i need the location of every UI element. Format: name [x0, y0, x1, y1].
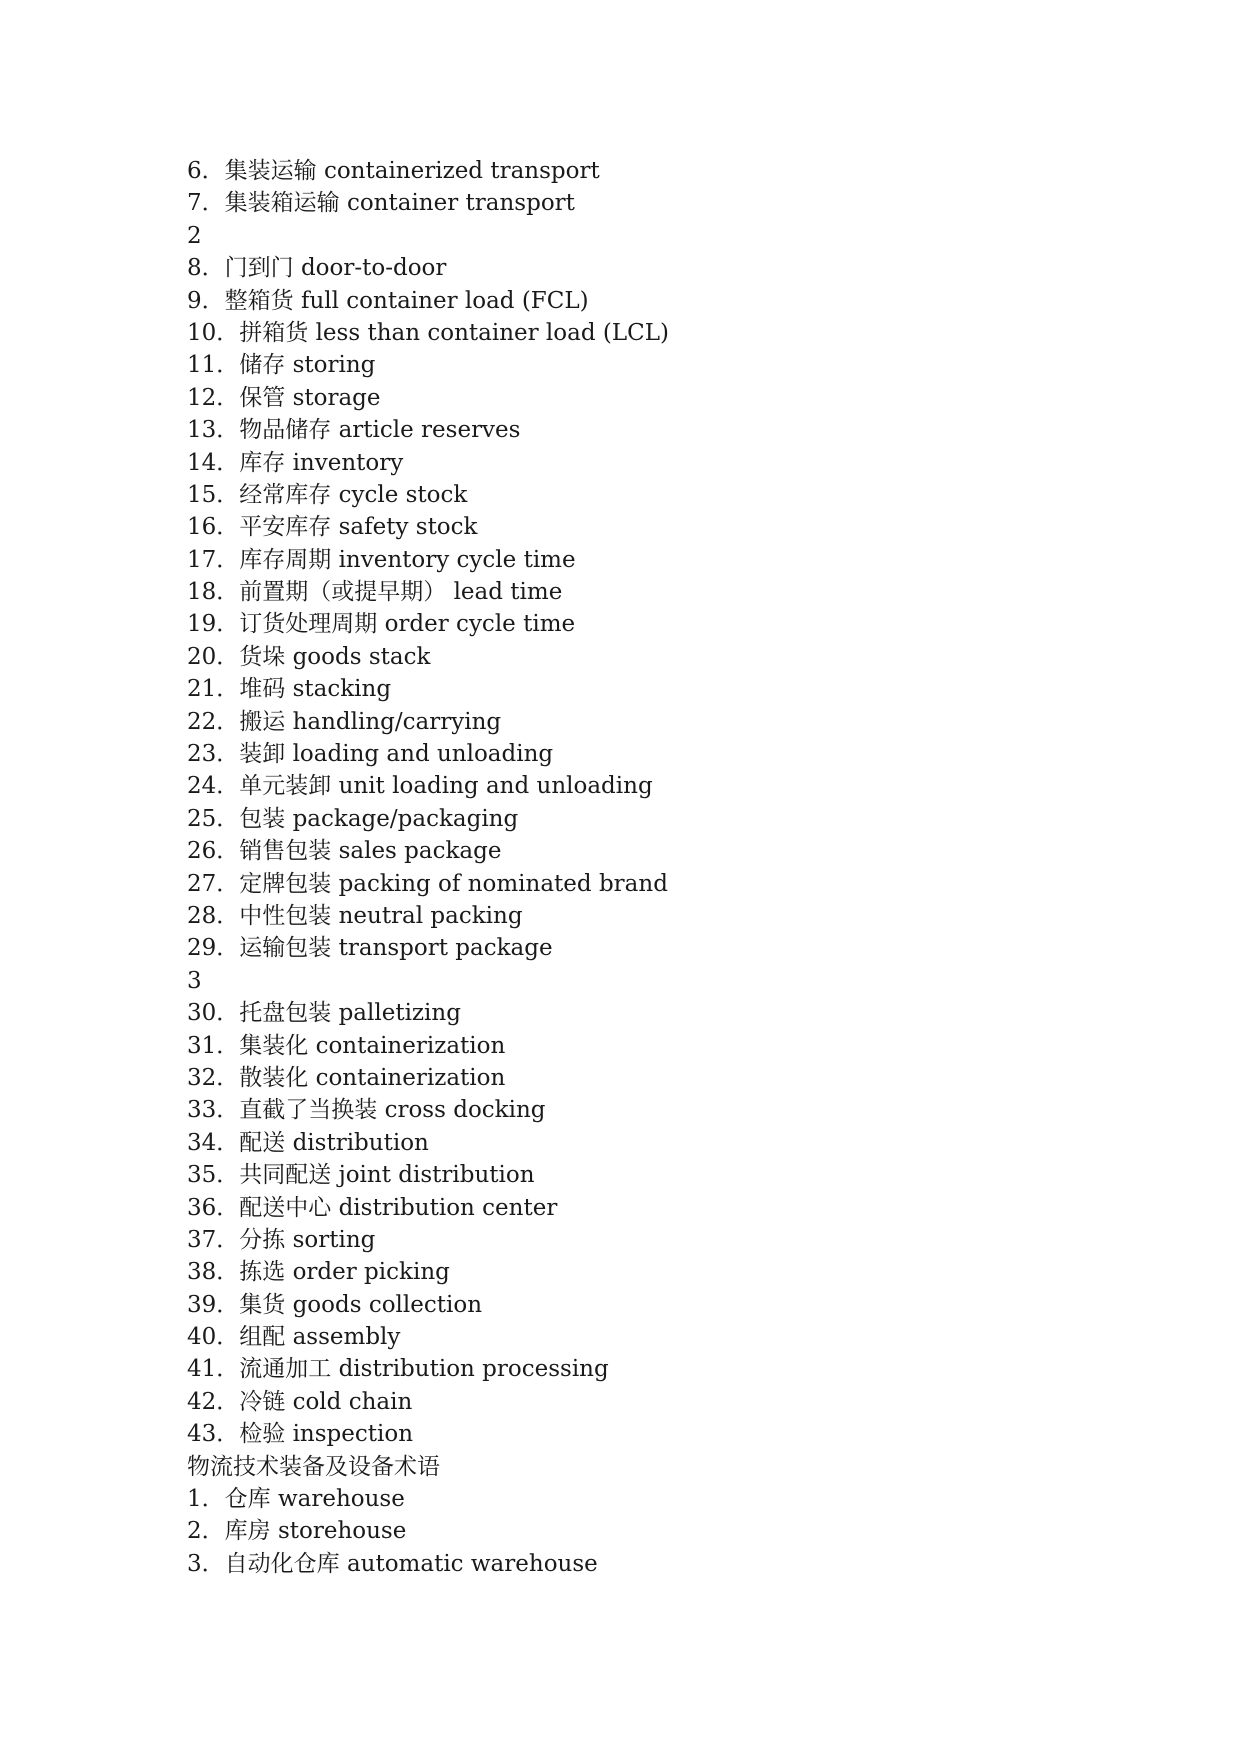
list-line: 37．分拣 sorting [187, 1226, 376, 1253]
list-line: 29．运输包装 transport package [187, 935, 553, 962]
list-line: 40．组配 assembly [187, 1324, 401, 1351]
list-line: 27．定牌包装 packing of nominated brand [187, 870, 668, 897]
list-line: 36．配送中心 distribution center [187, 1194, 558, 1221]
list-line: 9．整箱货 full container load (FCL) [187, 287, 589, 314]
list-line: 20．货垛 goods stack [187, 643, 431, 670]
list-line: 23．装卸 loading and unloading [187, 741, 554, 768]
list-line: 30．托盘包装 palletizing [187, 1000, 461, 1027]
list-line: 15．经常库存 cycle stock [187, 481, 468, 508]
list-line: 12．保管 storage [187, 384, 381, 411]
list-line: 1．仓库 warehouse [187, 1486, 405, 1513]
list-line: 21．堆码 stacking [187, 676, 392, 703]
list-line: 28．中性包装 neutral packing [187, 902, 523, 929]
list-line: 33．直截了当换装 cross docking [187, 1097, 546, 1124]
list-line: 25．包装 package/packaging [187, 805, 519, 832]
page-number: 3 [187, 967, 202, 994]
list-line: 17．库存周期 inventory cycle time [187, 546, 576, 573]
list-line: 3．自动化仓库 automatic warehouse [187, 1550, 598, 1577]
term-list [187, 155, 1187, 1580]
list-line: 18．前置期（或提早期） lead time [187, 579, 563, 606]
section-heading: 物流技术装备及设备术语 [187, 1453, 440, 1480]
list-line: 10．拼箱货 less than container load (LCL) [187, 319, 669, 346]
list-line: 14．库存 inventory [187, 449, 404, 476]
list-line: 11．储存 storing [187, 352, 376, 379]
page-number: 2 [187, 222, 202, 249]
list-line: 31．集装化 containerization [187, 1032, 506, 1059]
list-line: 19．订货处理周期 order cycle time [187, 611, 576, 638]
list-line: 7．集装箱运输 container transport [187, 190, 575, 217]
list-line: 41．流通加工 distribution processing [187, 1356, 609, 1383]
list-line: 2．库房 storehouse [187, 1518, 407, 1545]
list-line: 26．销售包装 sales package [187, 838, 502, 865]
list-line: 16．平安库存 safety stock [187, 514, 478, 541]
list-line: 13．物品储存 article reserves [187, 417, 521, 444]
list-line: 34．配送 distribution [187, 1129, 429, 1156]
list-line: 38．拣选 order picking [187, 1259, 450, 1286]
list-line: 6．集装运输 containerized transport [187, 158, 600, 184]
list-line: 8．门到门 door-to-door [187, 255, 447, 282]
list-line: 32．散装化 containerization [187, 1064, 506, 1091]
list-line: 35．共同配送 joint distribution [187, 1162, 535, 1189]
list-line: 24．单元装卸 unit loading and unloading [187, 773, 653, 800]
list-line: 42．冷链 cold chain [187, 1388, 413, 1415]
list-line: 22．搬运 handling/carrying [187, 708, 502, 735]
list-line: 43．检验 inspection [187, 1421, 414, 1448]
list-line: 39．集货 goods collection [187, 1291, 483, 1318]
